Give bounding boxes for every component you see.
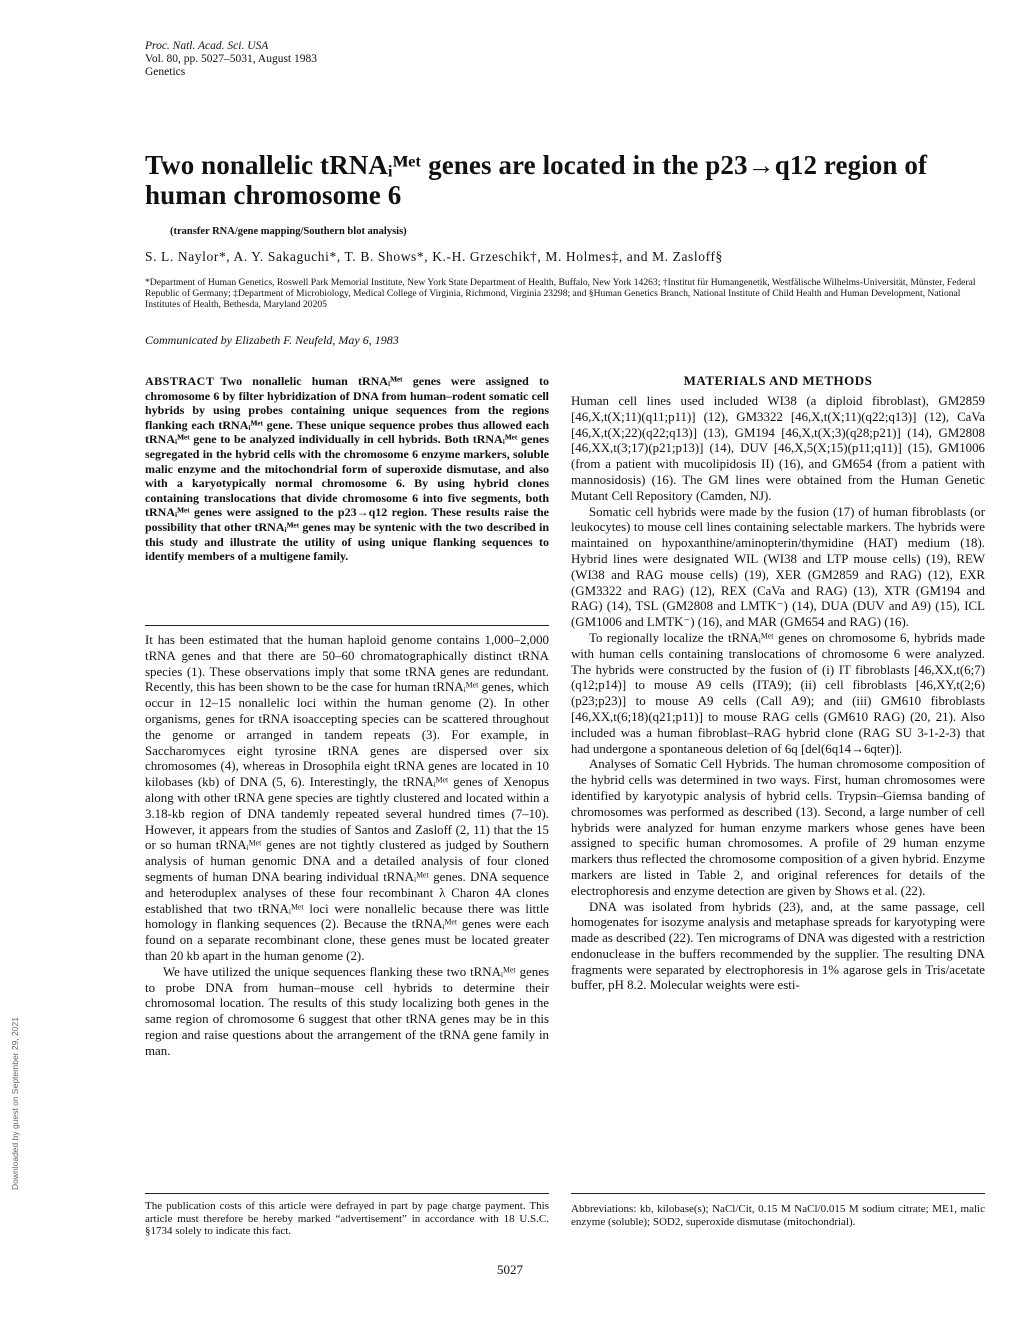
journal-name: Proc. Natl. Acad. Sci. USA	[145, 40, 269, 52]
methods-paragraph: Human cell lines used included WI38 (a diploid fibroblast), GM2859 [46,X,t(X;11)(q11;p11)] (12), GM3322 [46,X,t(X;11)(q22;q13)] (12), CaVa [46,X,t(X;22)(q22;q13)] (13), GM194 [46,X,t(X;3)(q28;p21)] (14), GM2808 [46,XX,t(3;17)(p21;p13)] (14), DUV [46,X,5(X;15)(p11;q11)] (15), GM1006 (from a patient with mucolipidosis II) (16), and GM654 (from a patient with mannosidosis) (16). The GM lines were obtained from the Human Genetic Mutant Cell Repository (Camden, NJ).	[571, 394, 985, 503]
communicated-by: Communicated by Elizabeth F. Neufeld, May 6, 1983	[145, 333, 399, 347]
footnote-divider-right	[571, 1193, 985, 1194]
publication-cost-footnote: The publication costs of this article were defrayed in part by page charge payment. This article must therefore be hereby marked “advertisement” in accordance with 18 U.S.C. §1734 solely to indicate this fact.	[145, 1200, 549, 1238]
methods-section	[571, 394, 985, 994]
methods-paragraph: DNA was isolated from hybrids (23), and, at the same passage, cell homogenates for isozyme analysis and metaphase spreads for karyotyping were made as described (22). Ten micrograms of DNA was digested with a restriction endonuclease in the buffers recommended by the supplier. The resulting DNA fragments were separated by electrophoresis in 1% agarose gels in Tris/acetate buffer, pH 8.2. Molecular weights were esti-	[571, 899, 985, 993]
intro-paragraph: We have utilized the unique sequences flanking these two tRNAᵢᴹᵉᵗ genes to probe DNA from human–mouse cell hybrids to determine their chromosomal location. The results of this study localizing both genes in the same region of chromosome 6 suggest that other tRNA genes may be in this region and raise questions about the arrangement of the tRNA gene family in man.	[145, 964, 549, 1058]
page-number: 5027	[497, 1262, 523, 1277]
methods-paragraph: To regionally localize the tRNAᵢᴹᵉᵗ genes on chromosome 6, hybrids made with human cells containing translocations of chromosome 6 were analyzed. The hybrids were constructed by the fusion of (i) IT fibroblasts [46,XX,t(6;7)(q12;p14)] to mouse A9 cells (ITA9); (ii) cell fibroblasts [46,XY,t(2;6)(p23;p23)] to mouse A9 cells (Call A9); and (iii) GM610 fibroblasts [46,XX,t(6;18)(q21;p11)] to mouse RAG cells (GM610 RAG) (20, 21). Also included was a human fibroblast–RAG hybrid clone (RAG SU 3-1-2-3) that had undergone a spontaneous deletion of 6q [del(6q14→6qter)].	[571, 630, 985, 756]
footnote-divider-left	[145, 1193, 549, 1194]
affiliations: *Department of Human Genetics, Roswell Park Memorial Institute, New York State Department of Health, Buffalo, New York 14263; †Institut für Humangenetik, Westfälische Wilhelms-Universität, Münster, Federal Republic of Germany; ‡Department of Microbiology, Medical College of Virginia, Richmond, Virginia 23298; and §Human Genetics Branch, National Institute of Child Health and Human Development, National Institutes of Health, Bethesda, Maryland 20205	[145, 277, 976, 311]
methods-heading: MATERIALS AND METHODS	[683, 373, 873, 388]
abstract-text: Two nonallelic human tRNAᵢᴹᵉᵗ genes were assigned to chromosome 6 by filter hybridization of DNA from human–rodent somatic cell hybrids by using probes containing unique sequences from the regions flanking each tRNAᵢᴹᵉᵗ gene. These unique sequence probes thus allowed each tRNAᵢᴹᵉᵗ gene to be analyzed individually in cell hybrids. Both tRNAᵢᴹᵉᵗ genes segregated in the hybrid cells with the chromosome 6 enzyme markers, soluble malic enzyme and the mitochondrial form of superoxide dismutase, and also with a karyotypically normal chromosome 6. By using hybrid clones containing translocations that divide chromosome 6 into five segments, both tRNAᵢᴹᵉᵗ genes were assigned to the p23→q12 region. These results raise the possibility that other tRNAᵢᴹᵉᵗ genes may be syntenic with the two described in this study and illustrate the utility of using unique flanking sequences to identify members of a multigene family.	[145, 374, 549, 564]
journal-volume: Vol. 80, pp. 5027–5031, August 1983	[145, 53, 317, 65]
abstract-label: ABSTRACT	[145, 374, 215, 388]
paper-title: Two nonallelic tRNAᵢᴹᵉᵗ genes are located in the p23→q12 region of human chromosome 6	[145, 150, 928, 210]
abstract	[145, 374, 549, 564]
author-list: S. L. Naylor*, A. Y. Sakaguchi*, T. B. Shows*, K.-H. Grzeschik†, M. Holmes‡, and M. Zasloff§	[145, 249, 723, 264]
paper-keywords: (transfer RNA/gene mapping/Southern blot analysis)	[170, 226, 407, 237]
journal-header	[145, 40, 317, 79]
journal-section: Genetics	[145, 66, 186, 78]
abstract-divider	[145, 625, 549, 626]
abbreviations-footnote: Abbreviations: kb, kilobase(s); NaCl/Cit, 0.15 M NaCl/0.015 M sodium citrate; ME1, malic enzyme (soluble); SOD2, superoxide dismutase (mitochondrial).	[571, 1203, 985, 1228]
methods-paragraph: Somatic cell hybrids were made by the fusion (17) of human fibroblasts (or leukocytes) to mouse cell lines containing selectable markers. The hybrids were maintained on hypoxanthine/aminopterin/thymidine (HAT) medium (18). Hybrid lines were designated WIL (WI38 and LTP mouse cells) (19), REW (WI38 and RAG mouse cells) (19), XER (GM2859 and RAG) (12), EXR (GM3322 and RAG) (12), REX (CaVa and RAG) (13), XTR (GM194 and RAG) (14), TSL (GM2808 and LMTK⁻) (14), DUA (DUV and A9) (15), ICL (GM1006 and LMTK⁻) (16), and MAR (GM654 and RAG) (16).	[571, 504, 985, 630]
methods-paragraph: Analyses of Somatic Cell Hybrids. The human chromosome composition of the hybrid cells was determined in two ways. First, human chromosomes were identified by karyotypic analysis of hybrid cells. Trypsin–Giemsa banding of chromosomes was performed as described (13). Second, a large number of cell hybrids were analyzed for human enzyme markers whose genes have been assigned to specific human chromosomes. A profile of 29 human enzyme markers thus reflected the chromosome composition of a given hybrid. Enzyme markers are listed in Table 2, and original references for details of the electrophoresis and enzyme detection are given by Shows et al. (22).	[571, 757, 985, 898]
download-watermark: Downloaded by guest on September 29, 2021	[10, 1017, 20, 1190]
introduction	[145, 633, 549, 1060]
intro-paragraph: It has been estimated that the human haploid genome contains 1,000–2,000 tRNA genes and that there are 50–60 chromatographically distinct tRNA species (1). These observations imply that some tRNA genes are redundant. Recently, this has been shown to be the case for human tRNAᵢᴹᵉᵗ genes, which occur in 12–15 nonallelic loci within the human genome (2). In other organisms, genes for tRNA isoaccepting species can be scattered throughout the genome or arranged in tandem repeats (3). For example, in Saccharomyces eight tyrosine tRNA genes are dispersed over six chromosomes (4), whereas in Drosophila eight tRNA genes are located in 10 kilobases (kb) of DNA (5, 6). Interestingly, the tRNAᵢᴹᵉᵗ genes of Xenopus along with other tRNA gene species are tightly clustered and located within a 3.18-kb region of DNA tandemly repeated several hundred times (7–10). However, it appears from the studies of Santos and Zasloff (2, 11) that the 15 or so human tRNAᵢᴹᵉᵗ genes are not tightly clustered as judged by Southern analysis of human genomic DNA and a detailed analysis of four cloned segments of human DNA bearing individual tRNAᵢᴹᵉᵗ genes. DNA sequence and heteroduplex analyses of these four recombinant λ Charon 4A clones established that two tRNAᵢᴹᵉᵗ loci were nonallelic because there was little homology in flanking sequences (2). Because the tRNAᵢᴹᵉᵗ genes were each found on a separate recombinant clone, these genes must be located greater than 20 kb apart in the human genome (2).	[145, 633, 549, 963]
